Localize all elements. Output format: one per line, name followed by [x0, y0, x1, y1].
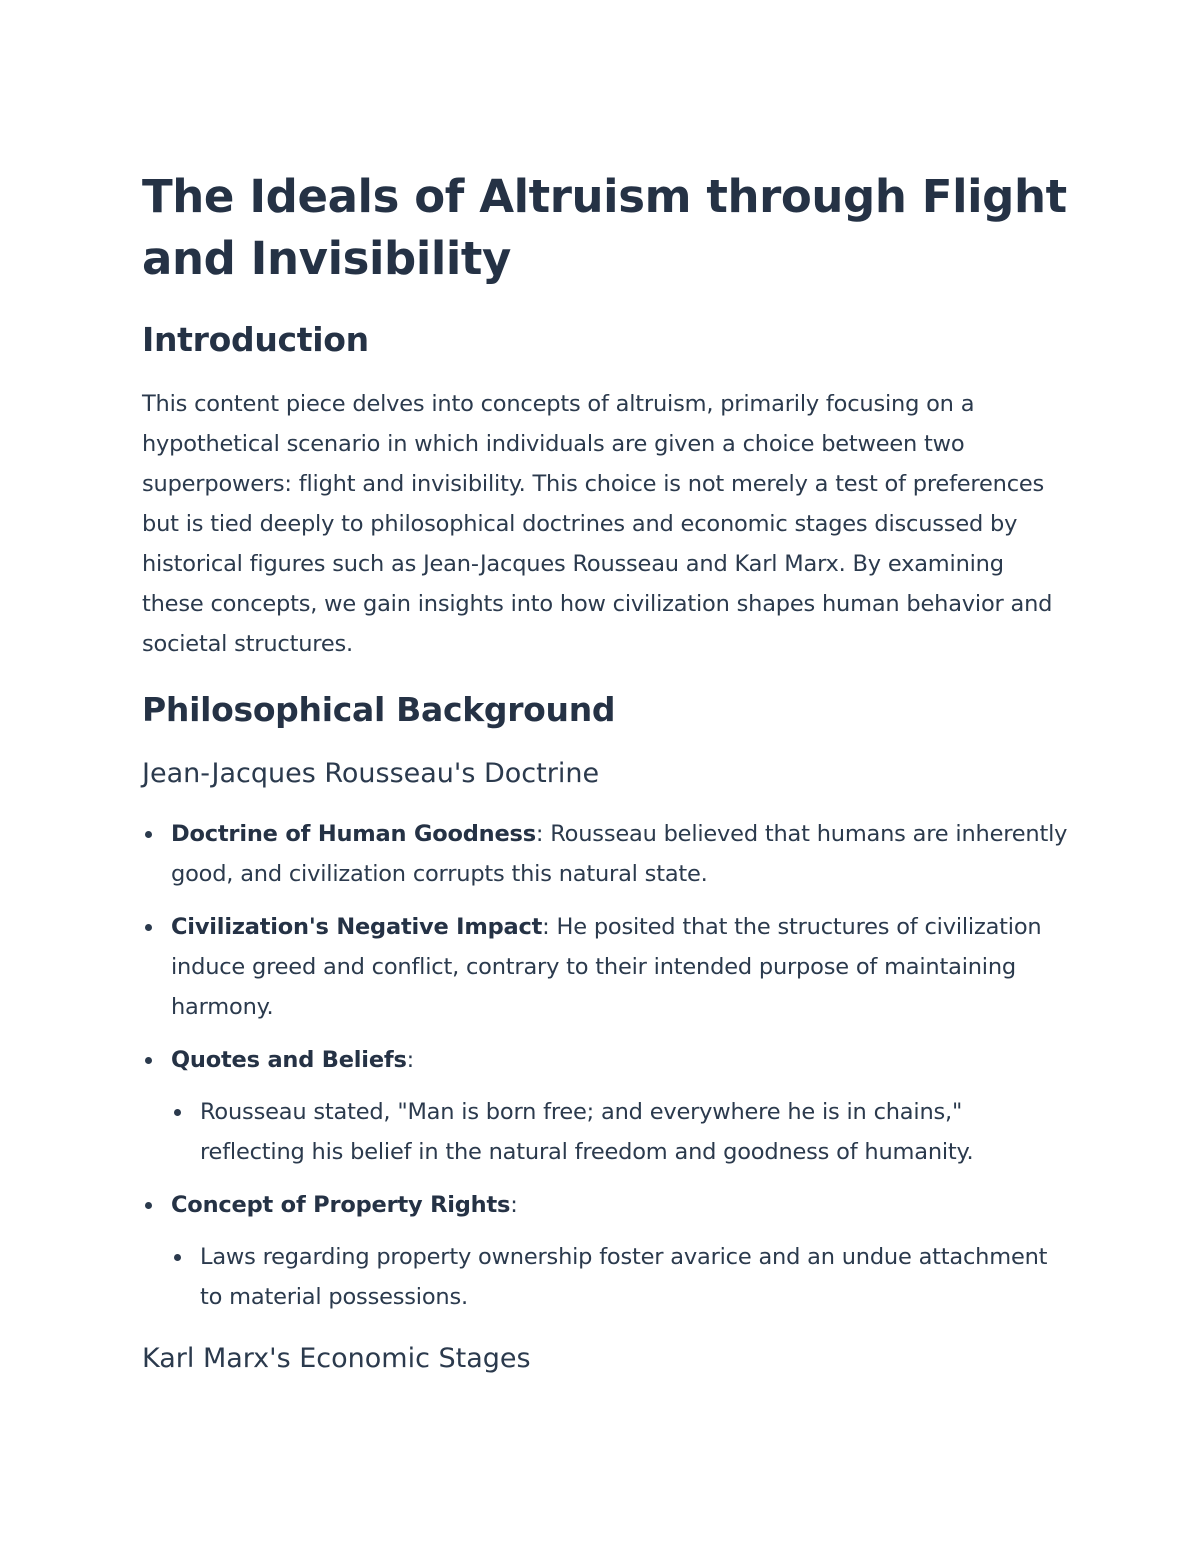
rousseau-doctrine-heading: Jean-Jacques Rousseau's Doctrine: [142, 758, 600, 789]
rousseau-bullet-list: [142, 814, 1072, 1317]
list-item: [142, 1040, 1072, 1172]
list-item-term: Quotes and Beliefs: [171, 1047, 407, 1073]
sub-bullet-list: [171, 1237, 1072, 1317]
list-item-text: :: [406, 1047, 415, 1073]
introduction-paragraph: This content piece delves into concepts of altruism, primarily focusing on a hypothetical scenario in which individuals are given a choice between two superpowers: flight and invisibility. This choice is not merely a test of preferences but is tied deeply to philosophical doctrines and economic stages discussed by historical figures such as Jean-Jacques Rousseau and Karl Marx. By examining these concepts, we gain insights into how civilization shapes human behavior and societal structures.: [142, 391, 1053, 657]
sub-list-item: Laws regarding property ownership foster avarice and an undue attachment to material possessions.: [171, 1237, 1072, 1317]
list-item-text: :: [510, 1192, 518, 1218]
philosophical-background-heading: Philosophical Background: [142, 690, 616, 729]
sub-bullet-list: [171, 1092, 1072, 1172]
list-item-text: : He posited that the structures of civilization induce greed and conflict, contrary to their intended purpose of maintaining harmony.: [171, 914, 1042, 1020]
list-item-text: : Rousseau believed that humans are inherently good, and civilization corrupts this natural state.: [171, 821, 1068, 887]
marx-economic-stages-heading: Karl Marx's Economic Stages: [142, 1343, 531, 1374]
list-item: [142, 907, 1072, 1027]
list-item: [142, 1185, 1072, 1317]
sub-list-item: Rousseau stated, "Man is born free; and everywhere he is in chains," reflecting his belief in the natural freedom and goodness of humanity.: [171, 1092, 1072, 1172]
document-title: The Ideals of Altruism through Flight and Invisibility: [142, 170, 1067, 285]
list-item-term: Doctrine of Human Goodness: [171, 821, 536, 847]
introduction-heading: Introduction: [142, 320, 369, 359]
list-item: [142, 814, 1072, 894]
list-item-term: Concept of Property Rights: [171, 1192, 511, 1218]
document-content: [142, 166, 1072, 1379]
list-item-term: Civilization's Negative Impact: [171, 914, 543, 940]
